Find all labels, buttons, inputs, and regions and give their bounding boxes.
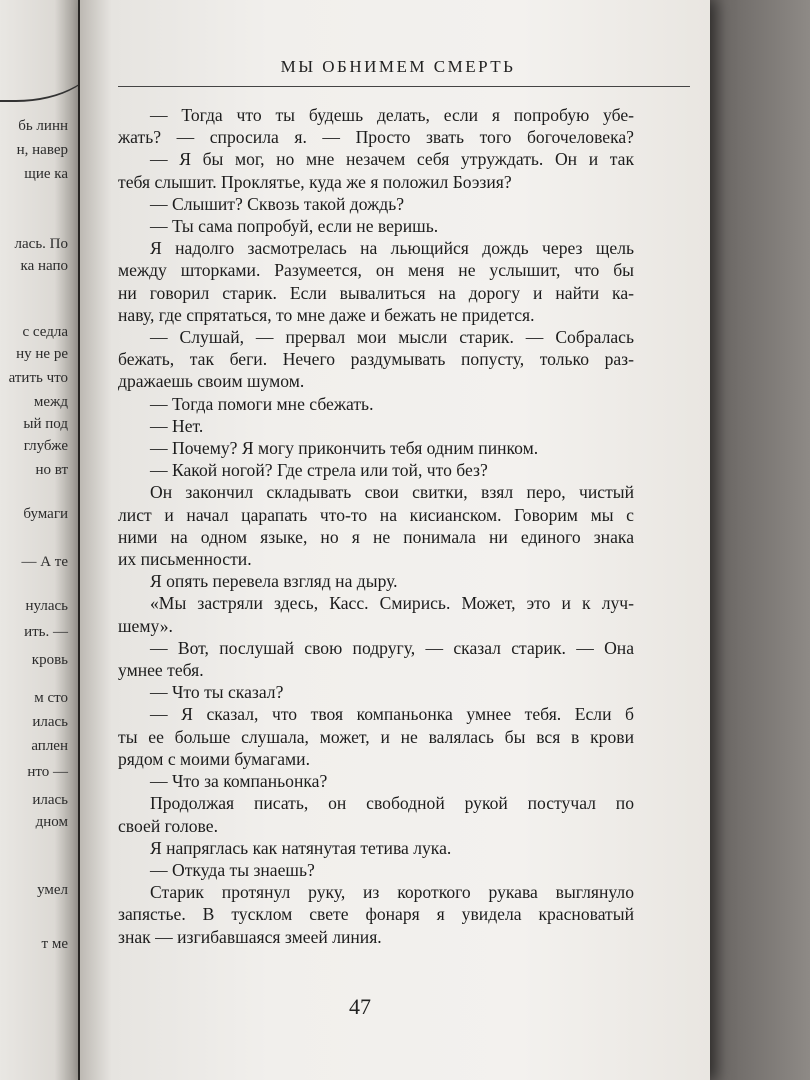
text-line: своей голове. (118, 815, 218, 836)
text-line: запястье. В тусклом свете фонаря я увидела красноватый (118, 904, 634, 925)
decorative-rule (0, 20, 78, 102)
left-page-text: илась (32, 714, 68, 730)
left-page-text: умел (37, 882, 68, 898)
text-line: наву, где спрятаться, то мне даже и бежать не придется. (118, 304, 535, 325)
text-line: — Тогда что ты будешь делать, если я попробую убе- (150, 105, 634, 125)
left-page-text: ну не ре (16, 346, 68, 362)
text-line: Старик протянул руку, из короткого рукава выглянуло (150, 882, 634, 903)
text-line: — Откуда ты знаешь? (150, 859, 315, 880)
text-line: Я опять перевела взгляд на дыру. (150, 571, 398, 592)
text-line: — Я бы мог, но мне незачем себя утруждать. Он и так (150, 149, 634, 170)
text-line: — Я сказал, что твоя компаньонка умнее тебя. Если б (150, 704, 634, 725)
text-line: Я напряглась как натянутая тетива лука. (150, 837, 452, 858)
book-page (80, 0, 710, 1080)
left-page-text: атить что (8, 370, 68, 386)
text-line: Я надолго засмотрелась на льющийся дождь через щель (150, 238, 634, 259)
text-line: — Слышит? Сквозь такой дождь? (150, 193, 405, 214)
text-line: — Нет. (150, 415, 204, 436)
text-line: Продолжая писать, он свободной рукой постучал по (150, 793, 634, 814)
text-line: между шторками. Разумеется, он меня не услышит, что бы (118, 260, 634, 281)
left-page-text: нулась (25, 598, 68, 614)
text-line: лист и начал царапать что-то на кисианском. Говорим мы с (118, 504, 634, 525)
left-page-text: лась. По (14, 236, 68, 252)
text-line: дражаешь своим шумом. (118, 371, 305, 392)
left-page-text: ый под (23, 416, 68, 432)
left-page-text: ить. — (24, 624, 68, 640)
header-rule (118, 86, 690, 87)
left-page-text: нто — (27, 764, 68, 780)
left-page-text: бь линн (18, 118, 68, 134)
left-page-text: н, навер (16, 142, 68, 158)
left-page-text: — А те (21, 554, 68, 570)
left-page-text: м сто (34, 690, 68, 706)
text-line: бежать, так беги. Нечего раздумывать попусту, только раз- (118, 349, 634, 370)
text-line: — Вот, послушай свою подругу, — сказал старик. — Она (150, 637, 634, 658)
left-page-text: межд (33, 394, 68, 410)
text-line: — Ты сама попробуй, если не веришь. (150, 216, 439, 237)
text-line: — Тогда помоги мне сбежать. (150, 393, 374, 414)
left-page-text: ка напо (20, 258, 68, 274)
text-line: Он закончил складывать свои свитки, взял перо, чистый (150, 482, 634, 503)
left-page-text: дном (35, 814, 68, 830)
text-line: ни говорил старик. Если вывалиться на дорогу и найти ка- (118, 282, 634, 303)
left-page-text: т ме (41, 936, 68, 952)
text-line: — Почему? Я могу прикончить тебя одним пинком. (150, 438, 539, 459)
text-line: — Слушай, — прервал мои мысли старик. — Собралась (150, 327, 634, 348)
text-line: — Что ты сказал? (150, 682, 284, 703)
running-header: МЫ ОБНИМЕМ СМЕРТЬ (280, 57, 516, 76)
left-page-text: глубже (23, 438, 68, 454)
left-page-text: кровь (31, 652, 68, 668)
text-line: ты ее больше слушала, может, и не валялась бы вся в крови (118, 726, 634, 747)
text-line: ними на одном языке, но я не понимала ни единого знака (118, 526, 634, 547)
text-line: тебя слышит. Проклятье, куда же я положил Боэзия? (118, 171, 512, 192)
left-page-edge (0, 0, 78, 1080)
text-line: «Мы застряли здесь, Касс. Смирись. Может, это и к луч- (150, 593, 634, 614)
text-line: рядом с моими бумагами. (118, 748, 310, 769)
text-line: знак — изгибавшаяся змеей линия. (118, 926, 382, 947)
text-line: — Какой ногой? Где стрела или той, что без? (150, 460, 488, 481)
page-number: 47 (349, 994, 371, 1019)
left-page-text: аплен (31, 738, 68, 754)
text-line: умнее тебя. (118, 660, 204, 681)
left-page-text: бумаги (23, 506, 68, 522)
left-page-text: илась (32, 792, 68, 808)
body-text (118, 104, 634, 948)
text-line: шему». (118, 615, 173, 636)
text-line: жать? — спросила я. — Просто звать того богочеловека? (118, 127, 634, 148)
text-line: их письменности. (118, 549, 252, 570)
left-page-text: но вт (35, 462, 68, 478)
text-line: — Что за компаньонка? (150, 771, 328, 792)
left-page-text: с седла (22, 324, 68, 340)
left-page-text: щие ка (24, 166, 68, 182)
